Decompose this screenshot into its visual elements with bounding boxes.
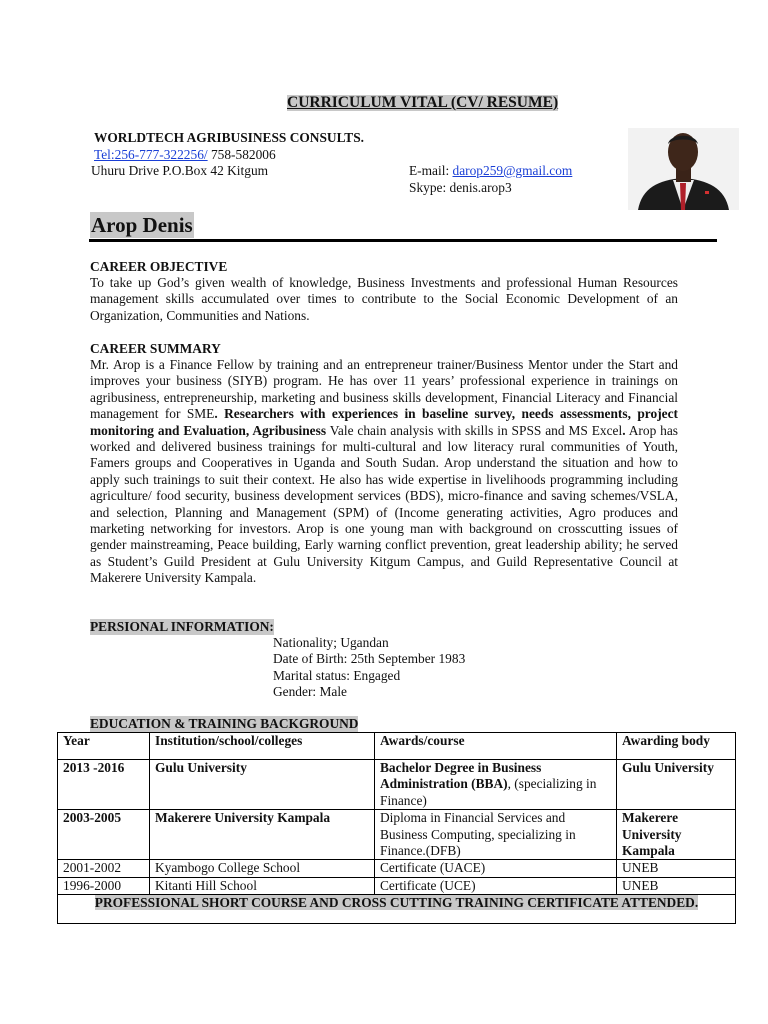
email-line bbox=[409, 163, 572, 179]
cell-awarding-body: Makerere University Kampala bbox=[617, 810, 736, 860]
cell-award bbox=[375, 860, 617, 877]
cell-award bbox=[375, 877, 617, 894]
col-header-award: Awards/course bbox=[375, 733, 617, 760]
email-label: E-mail: bbox=[409, 163, 453, 178]
career-summary-heading: CAREER SUMMARY bbox=[90, 341, 221, 356]
col-header-awarding-body: Awarding body bbox=[617, 733, 736, 760]
summary-part-1: Mr. Arop is a Finance Fellow by training and an entrepreneur trainer/Business Mentor under the Start and improves your business (SIYB) program. He has over 11 years’ professional experience in trainings on agribusiness, entrepreneurship, marketing and business skills development, Financial Literacy and Financial management for SME bbox=[90, 357, 678, 422]
education-table bbox=[57, 732, 736, 924]
document-title: CURRICULUM VITAL (CV/ RESUME) bbox=[287, 94, 559, 111]
phone-link[interactable]: Tel:256-777-322256/ bbox=[94, 147, 208, 162]
summary-part-3: Arop has worked and delivered business trainings for multi-cultural and low literacy rural communities of Youth, Famers groups and Cooperatives in Uganda and South Sudan. Arop understand the situation and how to apply such trainings to suit their context. He also has wide expertise in livelihoods programming including agriculture/ food security, business development services (BDS), micro-finance and saving schemes/VSLA, and selection, Planning and Management (SPM) of (Income generating activities, Agro produces and marketing networking for investors. Arop is one young man with background on crosscutting issues of gender mainstreaming, Peace building, Early warning conflict prevention, great leadership ability; he served as Student’s Guild President at Gulu University Kitgum Campus, and Guild Representative Council at Makerere University Kampala. bbox=[90, 422, 679, 586]
table-row bbox=[58, 760, 736, 810]
cell-institution: Kitanti Hill School bbox=[150, 877, 375, 894]
candidate-name: Arop Denis bbox=[91, 213, 193, 237]
table-row bbox=[58, 860, 736, 877]
table-footer-row bbox=[58, 895, 736, 924]
cell-awarding-body: UNEB bbox=[617, 860, 736, 877]
cell-award bbox=[375, 760, 617, 810]
personal-info-list bbox=[273, 635, 465, 701]
short-course-heading-text: PROFESSIONAL SHORT COURSE AND CROSS CUTTING TRAINING CERTIFICATE ATTENDED. bbox=[94, 895, 699, 911]
date-of-birth: Date of Birth: 25th September 1983 bbox=[273, 651, 466, 667]
col-header-year: Year bbox=[58, 733, 150, 760]
cell-award bbox=[375, 810, 617, 860]
table-header-row bbox=[58, 733, 736, 760]
email-link[interactable]: darop259@gmail.com bbox=[452, 163, 573, 178]
cell-year: 2003-2005 bbox=[58, 810, 150, 860]
col-header-institution: Institution/school/colleges bbox=[150, 733, 375, 760]
career-objective-text: To take up God’s given wealth of knowledge, Business Investments and professional Human Resources management skills accumulated over times to contribute to the Social Economic Development of an Organization, Communities and Nations. bbox=[90, 275, 678, 323]
award-detail: Certificate (UCE) bbox=[380, 877, 476, 893]
career-objective-heading: CAREER OBJECTIVE bbox=[90, 259, 228, 274]
cell-institution: Gulu University bbox=[150, 760, 375, 810]
education-heading: EDUCATION & TRAINING BACKGROUND bbox=[90, 716, 359, 731]
award-detail: , (specializing in Finance) bbox=[380, 776, 597, 808]
cell-awarding-body: Gulu University bbox=[617, 760, 736, 810]
personal-info-heading: PERSIONAL INFORMATION: bbox=[90, 619, 274, 634]
summary-bold-period: . bbox=[622, 422, 626, 438]
nationality: Nationality; Ugandan bbox=[273, 635, 389, 650]
postal-address: Uhuru Drive P.O.Box 42 Kitgum bbox=[91, 163, 269, 178]
cell-year: 1996-2000 bbox=[58, 877, 150, 894]
marital-status: Marital status: Engaged bbox=[273, 667, 401, 683]
career-summary-text bbox=[90, 357, 678, 587]
cell-awarding-body: UNEB bbox=[617, 877, 736, 894]
cell-year: 2013 -2016 bbox=[58, 760, 150, 810]
award-title: Bachelor Degree in Business Administration (BBA) bbox=[380, 760, 542, 792]
award-detail: Certificate (UACE) bbox=[380, 860, 486, 876]
profile-photo bbox=[628, 128, 739, 210]
short-course-heading bbox=[58, 895, 736, 924]
skype-id: Skype: denis.arop3 bbox=[409, 180, 512, 195]
phone-secondary: 758-582006 bbox=[207, 147, 276, 162]
summary-part-2: Vale chain analysis with skills in SPSS and MS Excel bbox=[326, 422, 623, 438]
table-row bbox=[58, 877, 736, 894]
header-divider bbox=[89, 239, 717, 242]
table-row bbox=[58, 810, 736, 860]
cell-institution: Kyambogo College School bbox=[150, 860, 375, 877]
gender: Gender: Male bbox=[273, 684, 347, 700]
phone-line bbox=[94, 147, 276, 163]
summary-bold-research: . Researchers with experiences in baseline survey, needs assessments, project monitoring and Evaluation, Agribusiness bbox=[90, 406, 678, 438]
company-name: WORLDTECH AGRIBUSINESS CONSULTS. bbox=[94, 130, 365, 145]
award-detail: Diploma in Financial Services and Business Computing, specializing in Finance.(DFB) bbox=[380, 810, 576, 859]
cell-institution: Makerere University Kampala bbox=[150, 810, 375, 860]
cell-year: 2001-2002 bbox=[58, 860, 150, 877]
